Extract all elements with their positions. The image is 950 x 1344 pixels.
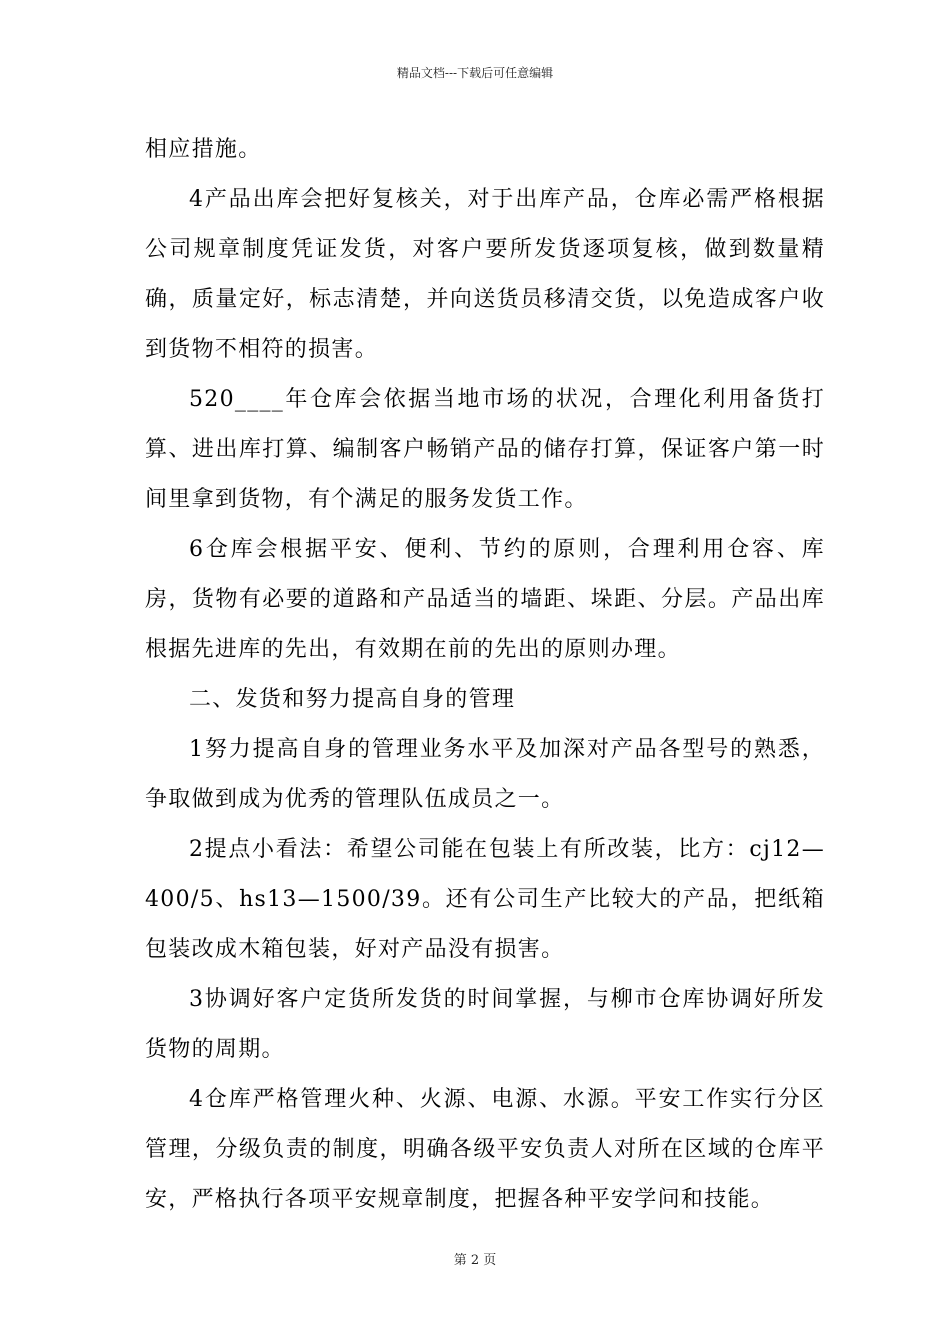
document-body (145, 125, 825, 1225)
section-heading: 二、发货和努力提高自身的管理 (189, 687, 516, 712)
page-header: 精品文档---下载后可任意编辑 (396, 66, 554, 80)
page-number: 第 2 页 (453, 1253, 497, 1268)
paragraph: 520____年仓库会依据当地市场的状况，合理化利用备货打算、进出库打算、编制客户畅销产品的储存打算，保证客户第一时间里拿到货物，有个满足的服务发货工作。 (145, 387, 825, 512)
paragraph: 3协调好客户定货所发货的时间掌握，与柳市仓库协调好所发货物的周期。 (145, 987, 825, 1062)
paragraph: 2提点小看法：希望公司能在包装上有所改装，比方：cj12—400/5、hs13—1500/39。还有公司生产比较大的产品，把纸箱包装改成木箱包装，好对产品没有损害。 (145, 837, 825, 962)
paragraph: 4仓库严格管理火种、火源、电源、水源。平安工作实行分区管理，分级负责的制度，明确各级平安负责人对所在区域的仓库平安，严格执行各项平安规章制度，把握各种平安学问和技能。 (145, 1087, 825, 1212)
paragraph: 1努力提高自身的管理业务水平及加深对产品各型号的熟悉，争取做到成为优秀的管理队伍成员之一。 (145, 737, 825, 812)
paragraph: 4产品出库会把好复核关，对于出库产品，仓库必需严格根据公司规章制度凭证发货，对客户要所发货逐项复核，做到数量精确，质量定好，标志清楚，并向送货员移清交货，以免造成客户收到货物不相符的损害。 (145, 187, 825, 362)
paragraph: 6仓库会根据平安、便利、节约的原则，合理利用仓容、库房，货物有必要的道路和产品适当的墙距、垛距、分层。产品出库根据先进库的先出，有效期在前的先出的原则办理。 (145, 537, 825, 662)
paragraph: 相应措施。 (145, 137, 262, 162)
